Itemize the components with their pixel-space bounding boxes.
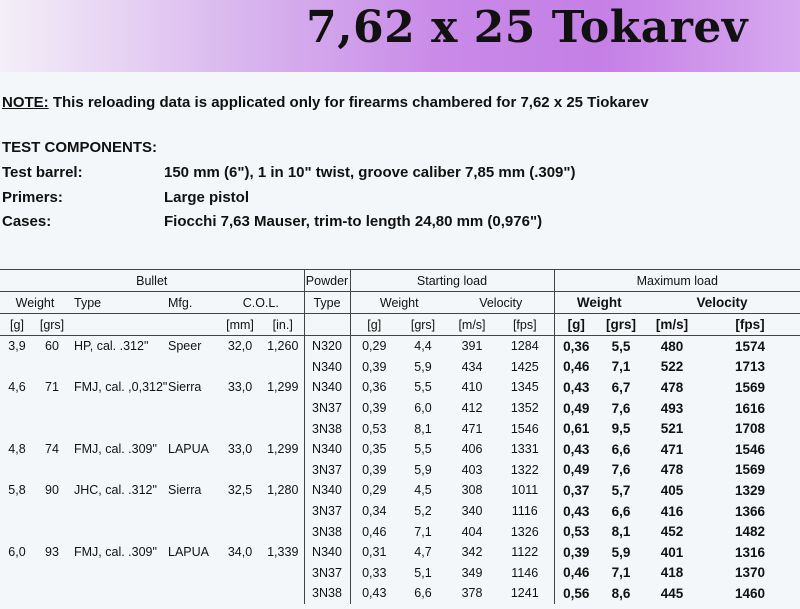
- cell-in: [262, 418, 304, 439]
- spec-test-barrel: [2, 164, 576, 181]
- unit-start-g: [g]: [350, 314, 398, 336]
- cell-g: [0, 418, 34, 439]
- cell-mfps: 1366: [734, 503, 766, 519]
- cell-powder: N340: [304, 357, 350, 378]
- cell-sfps: 1011: [511, 483, 539, 498]
- table-row: [0, 480, 800, 501]
- cell-grs: [34, 563, 70, 584]
- cell-sgrs: 5,2: [414, 504, 432, 519]
- table-row: [0, 542, 800, 563]
- cell-g: [0, 398, 34, 419]
- cell-mfps: 1460: [734, 585, 766, 601]
- cell-sms: 391: [461, 339, 483, 354]
- start-weight-header: Weight: [350, 292, 448, 314]
- cell-mms: 418: [660, 565, 684, 581]
- cell-grs: [34, 460, 70, 481]
- cell-mms: 416: [660, 503, 684, 519]
- cell-sgrs: 5,5: [414, 380, 432, 395]
- cell-mfps: 1370: [734, 565, 766, 581]
- cell-powder: 3N38: [304, 418, 350, 439]
- powder-type-header: Type: [304, 292, 350, 314]
- cell-mm: [218, 583, 262, 604]
- cell-grs: 71: [45, 380, 59, 395]
- cell-sgrs: 5,5: [414, 442, 432, 457]
- table-row: [0, 377, 800, 398]
- spec-key: Primers:: [2, 189, 63, 206]
- cell-powder: N320: [304, 336, 350, 357]
- cell-powder: N340: [304, 480, 350, 501]
- cell-sg: 0,43: [350, 583, 398, 604]
- cell-mm: 33,0: [227, 380, 253, 395]
- cell-mfg: [168, 563, 218, 584]
- cell-sg: 0,39: [350, 460, 398, 481]
- table-row: [0, 336, 800, 357]
- table-row: [0, 501, 800, 522]
- cell-sms: 412: [461, 401, 483, 416]
- cell-mfg: [168, 583, 218, 604]
- cell-sfps: 1322: [510, 462, 539, 477]
- cell-in: [262, 521, 304, 542]
- cell-sms: 404: [461, 524, 483, 539]
- cell-mms: 471: [660, 441, 684, 457]
- cell-mms: 405: [660, 482, 684, 498]
- unit-blank: [70, 314, 168, 336]
- cell-in: [262, 583, 304, 604]
- unit-start-grs: [grs]: [398, 314, 448, 336]
- cell-mgrs: 6,7: [611, 379, 631, 395]
- cell-mms: 452: [660, 524, 684, 540]
- cell-sms: 434: [461, 359, 483, 374]
- cell-grs: [34, 583, 70, 604]
- cell-grs: [34, 357, 70, 378]
- cell-in: [262, 563, 304, 584]
- cell-type: [70, 418, 168, 439]
- cell-mfps: 1708: [734, 421, 766, 437]
- unit-g: [g]: [0, 314, 34, 336]
- cell-mfg: Speer: [168, 339, 202, 354]
- cell-mgrs: 7,6: [611, 400, 631, 416]
- cell-g: [0, 501, 34, 522]
- cell-sgrs: 5,9: [414, 462, 432, 477]
- cell-sfps: 1425: [510, 359, 539, 374]
- cell-grs: [34, 418, 70, 439]
- table-row: [0, 521, 800, 542]
- cell-mms: 478: [660, 379, 684, 395]
- cell-sms: 406: [461, 442, 483, 457]
- cell-mg: 0,37: [554, 480, 598, 501]
- test-components-heading: TEST COMPONENTS:: [2, 139, 158, 156]
- cell-sgrs: 4,5: [414, 483, 432, 498]
- unit-in: [in.]: [262, 314, 304, 336]
- cell-in: [262, 398, 304, 419]
- cell-mfg: [168, 521, 218, 542]
- cell-sg: 0,39: [350, 357, 398, 378]
- spec-value: Large pistol: [164, 189, 250, 206]
- cell-mfg: [168, 460, 218, 481]
- cell-g: [0, 521, 34, 542]
- cell-mg: 0,56: [554, 583, 598, 604]
- cell-mfg: LAPUA: [168, 442, 209, 457]
- cell-mfps: 1713: [734, 359, 766, 375]
- cell-powder: 3N37: [304, 563, 350, 584]
- cell-sgrs: 5,1: [414, 565, 432, 580]
- cell-mg: 0,49: [554, 460, 598, 481]
- cell-g: [0, 563, 34, 584]
- cell-sg: 0,53: [350, 418, 398, 439]
- cell-grs: 74: [45, 442, 59, 457]
- cell-mms: 478: [660, 462, 684, 478]
- unit-mm: [mm]: [218, 314, 262, 336]
- cell-mg: 0,43: [554, 501, 598, 522]
- spec-value: 150 mm (6"), 1 in 10" twist, groove caliber 7,85 mm (.309"): [164, 164, 576, 181]
- cell-sgrs: 7,1: [414, 524, 432, 539]
- cell-mms: 493: [660, 400, 684, 416]
- table-row: [0, 563, 800, 584]
- powder-group-header: Powder: [304, 270, 350, 292]
- cell-grs: 90: [45, 483, 59, 498]
- bullet-type-header: Type: [70, 292, 168, 314]
- cell-powder: 3N37: [304, 501, 350, 522]
- unit-grs: [grs]: [34, 314, 70, 336]
- cell-type: FMJ, cal. .309": [74, 442, 157, 457]
- cell-mfg: [168, 357, 218, 378]
- cell-mfps: 1316: [734, 544, 766, 560]
- table-row: [0, 583, 800, 604]
- cell-type: [70, 583, 168, 604]
- cell-g: [0, 357, 34, 378]
- cell-in: 1,339: [267, 545, 299, 560]
- cell-mgrs: 6,6: [611, 503, 631, 519]
- cell-mm: [218, 501, 262, 522]
- spec-value: Fiocchi 7,63 Mauser, trim-to length 24,80 mm (0,976"): [164, 213, 543, 230]
- cell-sms: 471: [461, 421, 483, 436]
- cell-sg: 0,29: [350, 480, 398, 501]
- cell-sgrs: 5,9: [414, 359, 432, 374]
- title-banner: [0, 0, 800, 72]
- cell-mm: [218, 418, 262, 439]
- maximum-load-header: Maximum load: [554, 270, 800, 292]
- cell-sg: 0,39: [350, 398, 398, 419]
- cell-sms: 340: [461, 504, 483, 519]
- cell-powder: N340: [304, 542, 350, 563]
- cell-mm: 32,0: [227, 339, 253, 354]
- cell-powder: N340: [304, 439, 350, 460]
- max-weight-header: Weight: [554, 292, 644, 314]
- mfg-header: Mfg.: [168, 292, 218, 314]
- cell-grs: [34, 501, 70, 522]
- cell-sgrs: 6,6: [414, 586, 432, 601]
- cell-mg: 0,36: [554, 336, 598, 357]
- cell-mfg: Sierra: [168, 483, 202, 498]
- cell-mg: 0,43: [554, 377, 598, 398]
- cell-mms: 522: [660, 359, 684, 375]
- table-row: [0, 439, 800, 460]
- cell-powder: 3N38: [304, 583, 350, 604]
- cell-sms: 308: [461, 483, 483, 498]
- cell-mg: 0,39: [554, 542, 598, 563]
- cell-mgrs: 7,1: [611, 359, 631, 375]
- table-row: [0, 418, 800, 439]
- cell-mfps: 1546: [734, 441, 766, 457]
- cell-sms: 378: [461, 586, 483, 601]
- unit-start-ms: [m/s]: [448, 314, 496, 336]
- cell-sfps: 1331: [510, 442, 539, 457]
- cell-type: [70, 460, 168, 481]
- cell-powder: 3N37: [304, 398, 350, 419]
- cell-sgrs: 8,1: [414, 421, 432, 436]
- unit-blank: [168, 314, 218, 336]
- spec-key: Test barrel:: [2, 164, 83, 181]
- cell-g: 4,6: [8, 380, 26, 395]
- cell-mm: 33,0: [227, 442, 253, 457]
- cell-type: FMJ, cal. .309": [74, 545, 157, 560]
- cell-sg: 0,33: [350, 563, 398, 584]
- unit-max-grs: [grs]: [598, 314, 644, 336]
- cell-sms: 410: [461, 380, 483, 395]
- cell-mm: [218, 357, 262, 378]
- cell-in: [262, 460, 304, 481]
- cell-type: [70, 521, 168, 542]
- cell-mms: 401: [660, 544, 684, 560]
- cell-mfps: 1569: [734, 379, 766, 395]
- table-row: [0, 460, 800, 481]
- note-label: NOTE:: [2, 94, 49, 111]
- cell-powder: N340: [304, 377, 350, 398]
- cell-mgrs: 8,1: [611, 524, 631, 540]
- cell-mg: 0,49: [554, 398, 598, 419]
- cell-sg: 0,31: [350, 542, 398, 563]
- cell-g: [0, 460, 34, 481]
- cell-g: 4,8: [8, 442, 26, 457]
- cell-type: [70, 563, 168, 584]
- cell-g: 3,9: [8, 339, 26, 354]
- bullet-weight-header: Weight: [0, 292, 70, 314]
- cell-in: [262, 357, 304, 378]
- cell-mfg: LAPUA: [168, 545, 209, 560]
- page-title: 7,62 x 25 Tokarev: [306, 2, 748, 53]
- cell-mm: 34,0: [227, 545, 253, 560]
- cell-mfg: [168, 398, 218, 419]
- cell-sfps: 1284: [510, 339, 539, 354]
- cell-sfps: 1241: [510, 586, 539, 601]
- cell-sfps: 1345: [510, 380, 539, 395]
- cell-sg: 0,29: [350, 336, 398, 357]
- cell-mm: 32,5: [227, 483, 253, 498]
- cell-mgrs: 5,9: [611, 544, 631, 560]
- cell-type: HP, cal. .312": [74, 339, 149, 354]
- unit-max-ms: [m/s]: [644, 314, 700, 336]
- cell-g: 6,0: [8, 545, 26, 560]
- cell-in: 1,299: [267, 442, 299, 457]
- cell-sms: 349: [461, 565, 483, 580]
- cell-in: 1,299: [267, 380, 299, 395]
- cell-mgrs: 8,6: [611, 585, 631, 601]
- note-line: [2, 94, 649, 111]
- cell-grs: 93: [45, 545, 59, 560]
- col-header: C.O.L.: [218, 292, 304, 314]
- cell-mgrs: 5,7: [611, 482, 631, 498]
- cell-mfps: 1329: [734, 482, 766, 498]
- unit-start-fps: [fps]: [496, 314, 554, 336]
- starting-load-header: Starting load: [350, 270, 554, 292]
- cell-in: 1,280: [267, 483, 299, 498]
- cell-type: [70, 357, 168, 378]
- cell-mfg: Sierra: [168, 380, 202, 395]
- cell-type: JHC, cal. .312": [74, 483, 157, 498]
- cell-mgrs: 5,5: [611, 338, 631, 354]
- reloading-data-table: [0, 270, 800, 604]
- cell-sfps: 1116: [511, 504, 538, 519]
- cell-mg: 0,46: [554, 357, 598, 378]
- cell-sgrs: 4,4: [414, 339, 432, 354]
- cell-sg: 0,34: [350, 501, 398, 522]
- cell-sfps: 1326: [510, 524, 539, 539]
- cell-sfps: 1546: [510, 421, 539, 436]
- spec-key: Cases:: [2, 213, 52, 230]
- bullet-group-header: Bullet: [0, 270, 304, 292]
- cell-g: 5,8: [8, 483, 26, 498]
- cell-mgrs: 9,5: [611, 421, 631, 437]
- cell-sg: 0,46: [350, 521, 398, 542]
- cell-powder: 3N37: [304, 460, 350, 481]
- cell-mfps: 1569: [734, 462, 766, 478]
- cell-sms: 342: [461, 545, 483, 560]
- cell-sms: 403: [461, 462, 483, 477]
- cell-mm: [218, 460, 262, 481]
- cell-mg: 0,53: [554, 521, 598, 542]
- cell-mm: [218, 398, 262, 419]
- spec-primers: [2, 189, 249, 206]
- cell-in: [262, 501, 304, 522]
- cell-mms: 521: [660, 421, 684, 437]
- cell-grs: [34, 398, 70, 419]
- cell-sgrs: 4,7: [414, 545, 432, 560]
- cell-mgrs: 7,1: [611, 565, 631, 581]
- cell-mm: [218, 563, 262, 584]
- cell-mg: 0,61: [554, 418, 598, 439]
- cell-sfps: 1122: [511, 545, 539, 560]
- cell-sg: 0,35: [350, 439, 398, 460]
- cell-g: [0, 583, 34, 604]
- note-text: This reloading data is applicated only for firearms chambered for 7,62 x 25 Tiokarev: [48, 94, 649, 111]
- spec-cases: [2, 213, 542, 230]
- unit-blank: [304, 314, 350, 336]
- cell-sgrs: 6,0: [414, 401, 432, 416]
- unit-max-g: [g]: [554, 314, 598, 336]
- cell-sfps: 1146: [511, 565, 539, 580]
- cell-mfg: [168, 418, 218, 439]
- start-velocity-header: Velocity: [448, 292, 554, 314]
- max-velocity-header: Velocity: [644, 292, 800, 314]
- cell-mms: 480: [660, 338, 684, 354]
- cell-mg: 0,46: [554, 563, 598, 584]
- table-row: [0, 398, 800, 419]
- unit-max-fps: [fps]: [700, 314, 800, 336]
- cell-mgrs: 6,6: [611, 441, 631, 457]
- cell-powder: 3N38: [304, 521, 350, 542]
- cell-mfps: 1616: [734, 400, 766, 416]
- cell-mm: [218, 521, 262, 542]
- table-row: [0, 357, 800, 378]
- cell-grs: [34, 521, 70, 542]
- cell-sfps: 1352: [510, 401, 539, 416]
- cell-type: FMJ, cal. ,0,312": [74, 380, 168, 395]
- cell-mg: 0,43: [554, 439, 598, 460]
- cell-mms: 445: [660, 585, 684, 601]
- cell-mgrs: 7,6: [611, 462, 631, 478]
- cell-mfg: [168, 501, 218, 522]
- cell-mfps: 1482: [734, 524, 766, 540]
- cell-in: 1,260: [267, 339, 299, 354]
- cell-type: [70, 398, 168, 419]
- cell-grs: 60: [45, 339, 59, 354]
- cell-type: [70, 501, 168, 522]
- cell-sg: 0,36: [350, 377, 398, 398]
- cell-mfps: 1574: [734, 338, 766, 354]
